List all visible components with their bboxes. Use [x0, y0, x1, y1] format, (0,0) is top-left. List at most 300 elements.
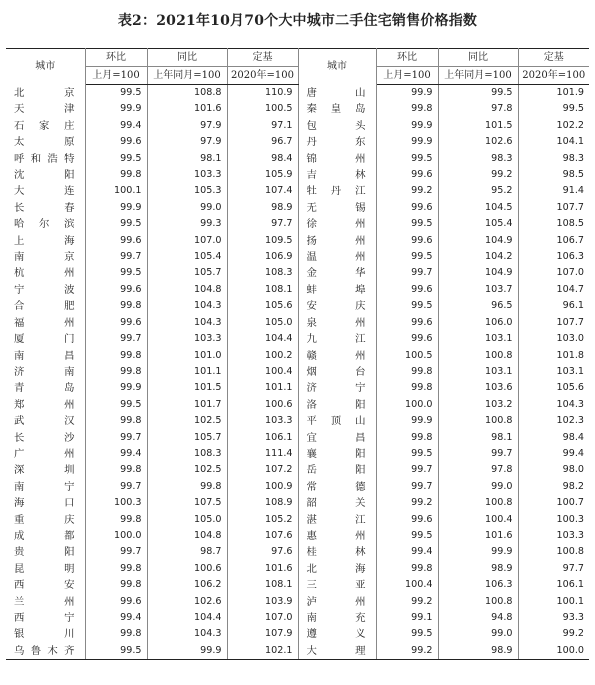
- city-name-right: 锦 州: [298, 151, 376, 167]
- city-name-right: 无 锡: [298, 200, 376, 216]
- city-name-right: 泉 州: [298, 315, 376, 331]
- year-on-year-index-left: 104.4: [147, 610, 227, 626]
- table-row: [6, 626, 589, 642]
- month-on-month-index-right: 99.9: [376, 413, 438, 429]
- year-on-year-index-left: 97.9: [147, 134, 227, 150]
- year-on-year-index-right: 97.8: [438, 101, 518, 117]
- table-row: [6, 413, 589, 429]
- base-index-left: 97.7: [227, 216, 298, 232]
- year-on-year-index-left: 108.8: [147, 85, 227, 102]
- base-index-left: 105.6: [227, 298, 298, 314]
- city-name-left: 成 都: [6, 528, 85, 544]
- year-on-year-index-right: 99.5: [438, 85, 518, 102]
- year-on-year-index-right: 99.9: [438, 544, 518, 560]
- base-header-left: 定基: [227, 49, 298, 67]
- month-on-month-index-left: 99.4: [85, 610, 147, 626]
- yoy-subheader-right: 上年同月=100: [438, 67, 518, 85]
- base-index-right: 108.5: [556, 218, 584, 230]
- month-on-month-index-left: 99.7: [85, 331, 147, 347]
- table-row: [6, 512, 589, 528]
- table-row: [6, 446, 589, 462]
- city-name-left: 重 庆: [6, 512, 85, 528]
- month-on-month-index-right: 99.7: [376, 265, 438, 281]
- base-index-left: 106.1: [227, 430, 298, 446]
- city-header-right: 城市: [298, 49, 376, 85]
- base-index-right: 101.8: [556, 349, 584, 361]
- base-index-left: 108.1: [227, 282, 298, 298]
- base-subheader-left: 2020年=100: [227, 67, 298, 85]
- city-name-right: 桂 林: [298, 544, 376, 560]
- base-index-right: 103.3: [556, 529, 584, 541]
- city-name-right: 洛 阳: [298, 397, 376, 413]
- city-name-left: 兰 州: [6, 594, 85, 610]
- month-on-month-index-left: 99.9: [85, 380, 147, 396]
- city-name-left: 哈尔滨: [6, 216, 85, 232]
- base-index-left: 107.4: [227, 183, 298, 199]
- city-name-left: 南 宁: [6, 479, 85, 495]
- table-row: [6, 249, 589, 265]
- year-on-year-index-right: 103.7: [438, 282, 518, 298]
- table-row: [6, 364, 589, 380]
- year-on-year-index-right: 95.2: [438, 183, 518, 199]
- year-on-year-index-left: 103.3: [147, 167, 227, 183]
- month-on-month-index-right: 99.9: [376, 134, 438, 150]
- city-name-left: 合 肥: [6, 298, 85, 314]
- year-on-year-index-right: 99.7: [438, 446, 518, 462]
- table-row: [6, 233, 589, 249]
- city-name-right: 平顶山: [298, 413, 376, 429]
- city-name-right: 泸 州: [298, 594, 376, 610]
- city-name-right: 济 宁: [298, 380, 376, 396]
- base-index-right: 104.3: [556, 398, 584, 410]
- year-on-year-index-left: 102.5: [147, 462, 227, 478]
- month-on-month-index-left: 99.5: [85, 265, 147, 281]
- base-index-right: 100.8: [556, 546, 584, 558]
- base-index-right: 106.3: [556, 251, 584, 263]
- city-name-right: 遵 义: [298, 626, 376, 642]
- city-name-left: 西 宁: [6, 610, 85, 626]
- city-name-left: 贵 阳: [6, 544, 85, 560]
- month-on-month-index-left: 99.9: [85, 200, 147, 216]
- month-on-month-index-left: 100.3: [85, 495, 147, 511]
- base-index-left: 107.9: [227, 626, 298, 642]
- mom-header-left: 环比: [85, 49, 147, 67]
- table-row: [6, 561, 589, 577]
- year-on-year-index-left: 104.8: [147, 528, 227, 544]
- city-name-left: 昆 明: [6, 561, 85, 577]
- city-name-right: 吉 林: [298, 167, 376, 183]
- year-on-year-index-right: 105.4: [438, 216, 518, 232]
- city-name-left: 上 海: [6, 233, 85, 249]
- month-on-month-index-right: 99.6: [376, 282, 438, 298]
- city-name-left: 南 京: [6, 249, 85, 265]
- year-on-year-index-right: 100.8: [438, 495, 518, 511]
- year-on-year-index-left: 105.3: [147, 183, 227, 199]
- base-index-right: 99.4: [562, 447, 584, 459]
- year-on-year-index-right: 100.4: [438, 512, 518, 528]
- base-index-right: 98.4: [562, 431, 584, 443]
- base-index-left: 96.7: [227, 134, 298, 150]
- year-on-year-index-right: 97.8: [438, 462, 518, 478]
- year-on-year-index-right: 103.1: [438, 331, 518, 347]
- base-index-left: 111.4: [227, 446, 298, 462]
- yoy-header-left: 同比: [147, 49, 227, 67]
- base-index-right: 103.1: [556, 365, 584, 377]
- base-index-left: 100.6: [227, 397, 298, 413]
- city-name-right: 三 亚: [298, 577, 376, 593]
- city-name-left: 福 州: [6, 315, 85, 331]
- base-index-right: 97.7: [562, 562, 584, 574]
- base-index-left: 101.6: [227, 561, 298, 577]
- month-on-month-index-left: 99.8: [85, 348, 147, 364]
- city-name-right: 九 江: [298, 331, 376, 347]
- table-row: [6, 479, 589, 495]
- city-name-right: 扬 州: [298, 233, 376, 249]
- month-on-month-index-left: 99.8: [85, 462, 147, 478]
- base-index-left: 104.4: [227, 331, 298, 347]
- month-on-month-index-left: 99.5: [85, 85, 147, 102]
- year-on-year-index-left: 100.6: [147, 561, 227, 577]
- year-on-year-index-right: 103.6: [438, 380, 518, 396]
- month-on-month-index-left: 99.7: [85, 249, 147, 265]
- year-on-year-index-left: 99.8: [147, 479, 227, 495]
- city-header-left: 城市: [6, 49, 85, 85]
- year-on-year-index-left: 104.3: [147, 315, 227, 331]
- city-name-left: 西 安: [6, 577, 85, 593]
- table-row: [6, 594, 589, 610]
- mom-subheader-right: 上月=100: [376, 67, 438, 85]
- month-on-month-index-right: 99.5: [376, 446, 438, 462]
- city-name-left: 郑 州: [6, 397, 85, 413]
- year-on-year-index-left: 108.3: [147, 446, 227, 462]
- city-name-left: 大 连: [6, 183, 85, 199]
- year-on-year-index-left: 106.2: [147, 577, 227, 593]
- month-on-month-index-right: 99.5: [376, 528, 438, 544]
- month-on-month-index-right: 99.5: [376, 298, 438, 314]
- base-index-left: 100.2: [227, 348, 298, 364]
- month-on-month-index-left: 99.8: [85, 626, 147, 642]
- city-name-right: 唐 山: [298, 85, 376, 102]
- city-name-left: 太 原: [6, 134, 85, 150]
- month-on-month-index-left: 99.7: [85, 544, 147, 560]
- city-name-left: 青 岛: [6, 380, 85, 396]
- month-on-month-index-left: 99.5: [85, 151, 147, 167]
- year-on-year-index-right: 98.9: [438, 561, 518, 577]
- city-name-right: 常 德: [298, 479, 376, 495]
- month-on-month-index-left: 99.8: [85, 561, 147, 577]
- year-on-year-index-left: 101.0: [147, 348, 227, 364]
- mom-header-right: 环比: [376, 49, 438, 67]
- month-on-month-index-right: 99.6: [376, 200, 438, 216]
- month-on-month-index-right: 99.4: [376, 544, 438, 560]
- month-on-month-index-right: 99.8: [376, 364, 438, 380]
- year-on-year-index-right: 104.5: [438, 200, 518, 216]
- year-on-year-index-right: 101.5: [438, 118, 518, 134]
- month-on-month-index-right: 99.6: [376, 315, 438, 331]
- base-index-left: 107.6: [227, 528, 298, 544]
- year-on-year-index-left: 98.7: [147, 544, 227, 560]
- table-row: [6, 183, 589, 199]
- table-row: [6, 528, 589, 544]
- month-on-month-index-left: 99.8: [85, 364, 147, 380]
- month-on-month-index-right: 99.2: [376, 495, 438, 511]
- yoy-subheader-left: 上年同月=100: [147, 67, 227, 85]
- month-on-month-index-left: 99.7: [85, 479, 147, 495]
- city-name-left: 南 昌: [6, 348, 85, 364]
- city-name-right: 宜 昌: [298, 430, 376, 446]
- month-on-month-index-right: 100.5: [376, 348, 438, 364]
- base-index-right: 99.2: [562, 628, 584, 640]
- year-on-year-index-right: 103.1: [438, 364, 518, 380]
- base-index-left: 106.9: [227, 249, 298, 265]
- table-row: [6, 397, 589, 413]
- month-on-month-index-right: 99.6: [376, 331, 438, 347]
- city-name-left: 天 津: [6, 101, 85, 117]
- table-row: [6, 315, 589, 331]
- city-name-left: 长 春: [6, 200, 85, 216]
- table-row: [6, 462, 589, 478]
- month-on-month-index-right: 99.9: [376, 118, 438, 134]
- year-on-year-index-left: 104.3: [147, 298, 227, 314]
- year-on-year-index-right: 98.9: [438, 643, 518, 660]
- table-row: [6, 134, 589, 150]
- month-on-month-index-right: 99.8: [376, 101, 438, 117]
- table-row: [6, 298, 589, 314]
- year-on-year-index-right: 98.1: [438, 430, 518, 446]
- month-on-month-index-right: 99.2: [376, 594, 438, 610]
- city-name-left: 北 京: [6, 85, 85, 102]
- year-on-year-index-right: 104.2: [438, 249, 518, 265]
- month-on-month-index-left: 99.8: [85, 577, 147, 593]
- table-body: [6, 85, 589, 660]
- year-on-year-index-left: 104.3: [147, 626, 227, 642]
- month-on-month-index-left: 100.0: [85, 528, 147, 544]
- year-on-year-index-right: 104.9: [438, 265, 518, 281]
- base-index-right: 98.2: [562, 480, 584, 492]
- base-index-right: 103.0: [556, 333, 584, 345]
- year-on-year-index-left: 99.9: [147, 643, 227, 660]
- base-index-left: 97.1: [227, 118, 298, 134]
- table-row: [6, 167, 589, 183]
- base-index-right: 104.1: [556, 136, 584, 148]
- table-row: [6, 331, 589, 347]
- city-name-left: 厦 门: [6, 331, 85, 347]
- year-on-year-index-right: 102.6: [438, 134, 518, 150]
- subheader-row: [6, 67, 589, 85]
- city-name-left: 银 川: [6, 626, 85, 642]
- table-row: [6, 85, 589, 102]
- base-index-left: 98.4: [227, 151, 298, 167]
- year-on-year-index-right: 99.0: [438, 479, 518, 495]
- base-index-left: 100.4: [227, 364, 298, 380]
- base-index-right: 106.7: [556, 234, 584, 246]
- page-title: 表2：2021年10月70个大中城市二手住宅销售价格指数: [117, 13, 478, 29]
- base-index-left: 107.0: [227, 610, 298, 626]
- month-on-month-index-left: 99.8: [85, 298, 147, 314]
- base-index-right: 101.9: [556, 87, 584, 98]
- year-on-year-index-left: 105.7: [147, 265, 227, 281]
- base-index-left: 110.9: [227, 85, 298, 102]
- year-on-year-index-right: 98.3: [438, 151, 518, 167]
- month-on-month-index-left: 99.8: [85, 512, 147, 528]
- city-name-right: 韶 关: [298, 495, 376, 511]
- base-index-left: 101.1: [227, 380, 298, 396]
- base-index-right: 105.6: [556, 382, 584, 394]
- base-index-right: 100.0: [518, 643, 589, 660]
- month-on-month-index-right: 99.6: [376, 233, 438, 249]
- year-on-year-index-left: 101.7: [147, 397, 227, 413]
- city-name-left: 长 沙: [6, 430, 85, 446]
- month-on-month-index-right: 99.5: [376, 626, 438, 642]
- city-name-right: 金 华: [298, 265, 376, 281]
- year-on-year-index-left: 105.4: [147, 249, 227, 265]
- month-on-month-index-right: 99.6: [376, 512, 438, 528]
- year-on-year-index-right: 101.6: [438, 528, 518, 544]
- city-name-right: 南 充: [298, 610, 376, 626]
- base-subheader-right: 2020年=100: [518, 67, 589, 85]
- year-on-year-index-right: 100.8: [438, 413, 518, 429]
- year-on-year-index-left: 101.6: [147, 101, 227, 117]
- month-on-month-index-left: 99.6: [85, 233, 147, 249]
- base-header-right: 定基: [518, 49, 589, 67]
- month-on-month-index-right: 99.7: [376, 462, 438, 478]
- table-row: [6, 495, 589, 511]
- city-name-left: 石家庄: [6, 118, 85, 134]
- month-on-month-index-left: 99.9: [85, 101, 147, 117]
- base-index-left: 102.1: [227, 643, 298, 660]
- base-index-left: 103.9: [227, 594, 298, 610]
- base-index-left: 100.5: [227, 101, 298, 117]
- base-index-left: 108.1: [227, 577, 298, 593]
- city-name-right: 蚌 埠: [298, 282, 376, 298]
- city-name-right: 北 海: [298, 561, 376, 577]
- base-index-left: 108.9: [227, 495, 298, 511]
- month-on-month-index-right: 99.2: [376, 183, 438, 199]
- month-on-month-index-right: 99.1: [376, 610, 438, 626]
- table-row: [6, 265, 589, 281]
- base-index-right: 106.1: [556, 579, 584, 591]
- month-on-month-index-right: 99.6: [376, 167, 438, 183]
- month-on-month-index-left: 100.1: [85, 183, 147, 199]
- table-row: [6, 282, 589, 298]
- month-on-month-index-right: 100.0: [376, 397, 438, 413]
- city-name-left: 沈 阳: [6, 167, 85, 183]
- city-name-right: 赣 州: [298, 348, 376, 364]
- base-index-left: 107.2: [227, 462, 298, 478]
- table-row: [6, 200, 589, 216]
- base-index-left: 105.9: [227, 167, 298, 183]
- city-name-left: 呼和浩特: [6, 151, 85, 167]
- year-on-year-index-right: 104.9: [438, 233, 518, 249]
- month-on-month-index-right: 99.9: [376, 85, 438, 102]
- base-index-right: 102.2: [556, 119, 584, 131]
- year-on-year-index-right: 100.8: [438, 348, 518, 364]
- month-on-month-index-right: 99.5: [376, 216, 438, 232]
- city-name-right: 牡丹江: [298, 183, 376, 199]
- month-on-month-index-left: 99.8: [85, 167, 147, 183]
- base-index-right: 98.0: [562, 464, 584, 476]
- city-name-right: 徐 州: [298, 216, 376, 232]
- base-index-right: 93.3: [562, 612, 584, 623]
- base-index-left: 97.6: [227, 544, 298, 560]
- table-row: [6, 577, 589, 593]
- month-on-month-index-right: 99.8: [376, 380, 438, 396]
- header-row: [6, 49, 589, 67]
- year-on-year-index-left: 107.5: [147, 495, 227, 511]
- city-name-right: 烟 台: [298, 364, 376, 380]
- year-on-year-index-right: 106.3: [438, 577, 518, 593]
- city-name-right: 湛 江: [298, 512, 376, 528]
- table-row: [6, 118, 589, 134]
- city-name-right: 惠 州: [298, 528, 376, 544]
- year-on-year-index-right: 100.8: [438, 594, 518, 610]
- city-name-left: 深 圳: [6, 462, 85, 478]
- base-index-right: 102.3: [556, 415, 584, 427]
- city-name-left: 海 口: [6, 495, 85, 511]
- city-name-left: 乌鲁木齐: [6, 643, 85, 660]
- year-on-year-index-left: 98.1: [147, 151, 227, 167]
- year-on-year-index-left: 107.0: [147, 233, 227, 249]
- city-name-right: 丹 东: [298, 134, 376, 150]
- base-index-left: 109.5: [227, 233, 298, 249]
- year-on-year-index-left: 105.0: [147, 512, 227, 528]
- year-on-year-index-left: 102.5: [147, 413, 227, 429]
- year-on-year-index-left: 97.9: [147, 118, 227, 134]
- base-index-right: 107.7: [556, 201, 584, 213]
- table-row: [6, 544, 589, 560]
- month-on-month-index-left: 99.4: [85, 446, 147, 462]
- year-on-year-index-right: 103.2: [438, 397, 518, 413]
- year-on-year-index-right: 106.0: [438, 315, 518, 331]
- year-on-year-index-left: 101.5: [147, 380, 227, 396]
- base-index-right: 107.0: [556, 267, 584, 279]
- base-index-left: 103.3: [227, 413, 298, 429]
- year-on-year-index-left: 99.3: [147, 216, 227, 232]
- base-index-left: 105.0: [227, 315, 298, 331]
- year-on-year-index-left: 102.6: [147, 594, 227, 610]
- month-on-month-index-left: 99.8: [85, 413, 147, 429]
- month-on-month-index-left: 99.5: [85, 397, 147, 413]
- base-index-right: 96.1: [562, 300, 584, 312]
- year-on-year-index-left: 101.1: [147, 364, 227, 380]
- month-on-month-index-left: 99.6: [85, 282, 147, 298]
- base-index-right: 100.7: [556, 497, 584, 509]
- base-index-right: 100.1: [556, 595, 584, 607]
- city-name-left: 济 南: [6, 364, 85, 380]
- city-name-right: 包 头: [298, 118, 376, 134]
- year-on-year-index-left: 99.0: [147, 200, 227, 216]
- base-index-left: 105.2: [227, 512, 298, 528]
- year-on-year-index-left: 105.7: [147, 430, 227, 446]
- base-index-left: 100.9: [227, 479, 298, 495]
- table-row: [6, 348, 589, 364]
- table-row: [6, 380, 589, 396]
- base-index-right: 99.5: [562, 103, 584, 115]
- city-name-right: 温 州: [298, 249, 376, 265]
- table-row: [6, 151, 589, 167]
- base-index-right: 91.4: [562, 185, 584, 197]
- base-index-left: 108.3: [227, 265, 298, 281]
- city-name-right: 大 理: [298, 643, 376, 660]
- year-on-year-index-right: 99.2: [438, 167, 518, 183]
- city-name-left: 宁 波: [6, 282, 85, 298]
- city-name-left: 武 汉: [6, 413, 85, 429]
- base-index-right: 104.7: [556, 283, 584, 295]
- city-name-right: 秦皇岛: [298, 101, 376, 117]
- month-on-month-index-right: 99.5: [376, 151, 438, 167]
- month-on-month-index-left: 99.7: [85, 430, 147, 446]
- city-name-right: 安 庆: [298, 298, 376, 314]
